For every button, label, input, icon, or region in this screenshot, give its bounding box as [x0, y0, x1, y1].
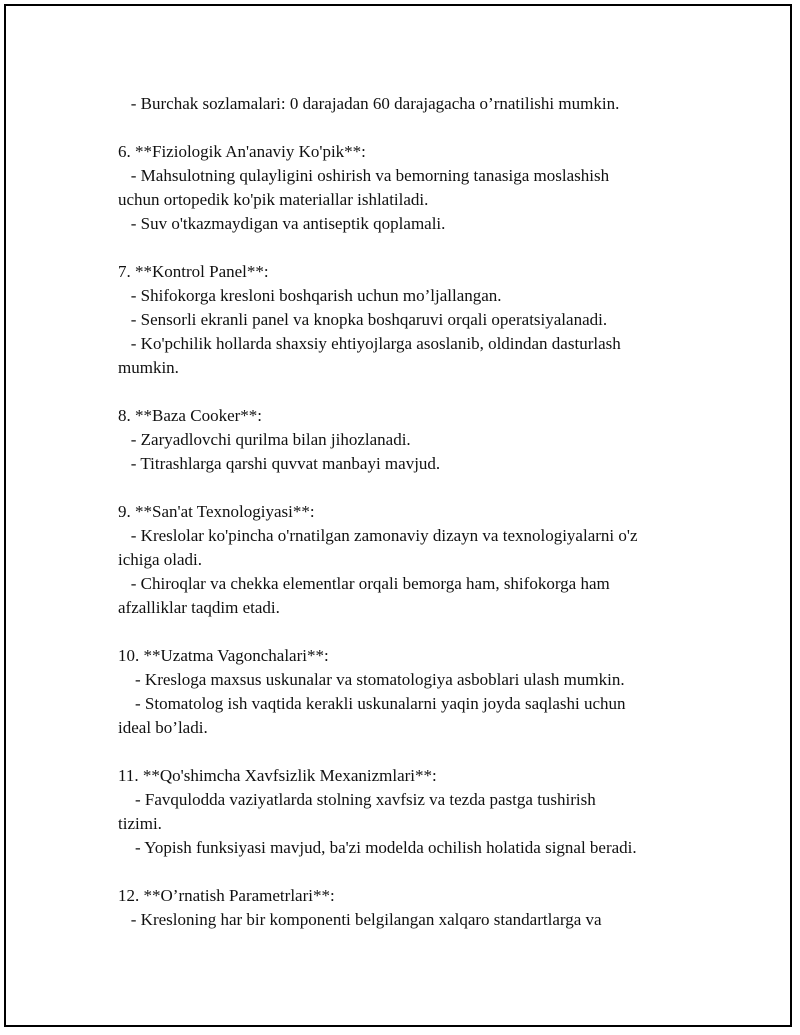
text-line: - Kreslolar ko'pincha o'rnatilgan zamonaviy dizayn va texnologiyalarni o'z: [118, 526, 638, 545]
text-line: - Kresloga maxsus uskunalar va stomatologiya asboblari ulash mumkin.: [118, 670, 625, 689]
section-heading: 6. **Fiziologik An'anaviy Ko'pik**:: [118, 142, 366, 161]
blank-line: [118, 380, 698, 404]
document-body: [118, 92, 698, 932]
blank-line: [118, 860, 698, 884]
text-line: - Shifokorga kresloni boshqarish uchun mo’ljallangan.: [118, 286, 502, 305]
text-line: ichiga oladi.: [118, 550, 203, 569]
text-line: - Titrashlarga qarshi quvvat manbayi mavjud.: [118, 454, 441, 473]
blank-line: [118, 476, 698, 500]
text-line: afzalliklar taqdim etadi.: [118, 598, 280, 617]
text-line: - Stomatolog ish vaqtida kerakli uskunalarni yaqin joyda saqlashi uchun: [118, 694, 626, 713]
blank-line: [118, 116, 698, 140]
section-heading: 7. **Kontrol Panel**:: [118, 262, 269, 281]
section-heading: 11. **Qo'shimcha Xavfsizlik Mexanizmlari**:: [118, 766, 437, 785]
text-line: - Mahsulotning qulayligini oshirish va bemorning tanasiga moslashish: [118, 166, 610, 185]
text-line: - Sensorli ekranli panel va knopka boshqaruvi orqali operatsiyalanadi.: [118, 310, 608, 329]
text-line: - Ko'pchilik hollarda shaxsiy ehtiyojlarga asoslanib, oldindan dasturlash: [118, 334, 621, 353]
text-line: - Chiroqlar va chekka elementlar orqali bemorga ham, shifokorga ham: [118, 574, 610, 593]
text-line: - Burchak sozlamalari: 0 darajadan 60 darajagacha o’rnatilishi mumkin.: [118, 94, 620, 113]
section-heading: 8. **Baza Cooker**:: [118, 406, 262, 425]
text-line: uchun ortopedik ko'pik materiallar ishlatiladi.: [118, 190, 429, 209]
text-line: tizimi.: [118, 814, 162, 833]
text-line: mumkin.: [118, 358, 179, 377]
text-line: - Zaryadlovchi qurilma bilan jihozlanadi.: [118, 430, 411, 449]
text-line: - Kresloning har bir komponenti belgilangan xalqaro standartlarga va: [118, 910, 602, 929]
blank-line: [118, 236, 698, 260]
blank-line: [118, 620, 698, 644]
blank-line: [118, 740, 698, 764]
text-line: - Suv o'tkazmaydigan va antiseptik qoplamali.: [118, 214, 446, 233]
section-heading: 9. **San'at Texnologiyasi**:: [118, 502, 315, 521]
text-line: - Favqulodda vaziyatlarda stolning xavfsiz va tezda pastga tushirish: [118, 790, 596, 809]
section-heading: 10. **Uzatma Vagonchalari**:: [118, 646, 329, 665]
text-line: ideal bo’ladi.: [118, 718, 208, 737]
section-heading: 12. **O’rnatish Parametrlari**:: [118, 886, 335, 905]
text-line: - Yopish funksiyasi mavjud, ba'zi modelda ochilish holatida signal beradi.: [118, 838, 637, 857]
